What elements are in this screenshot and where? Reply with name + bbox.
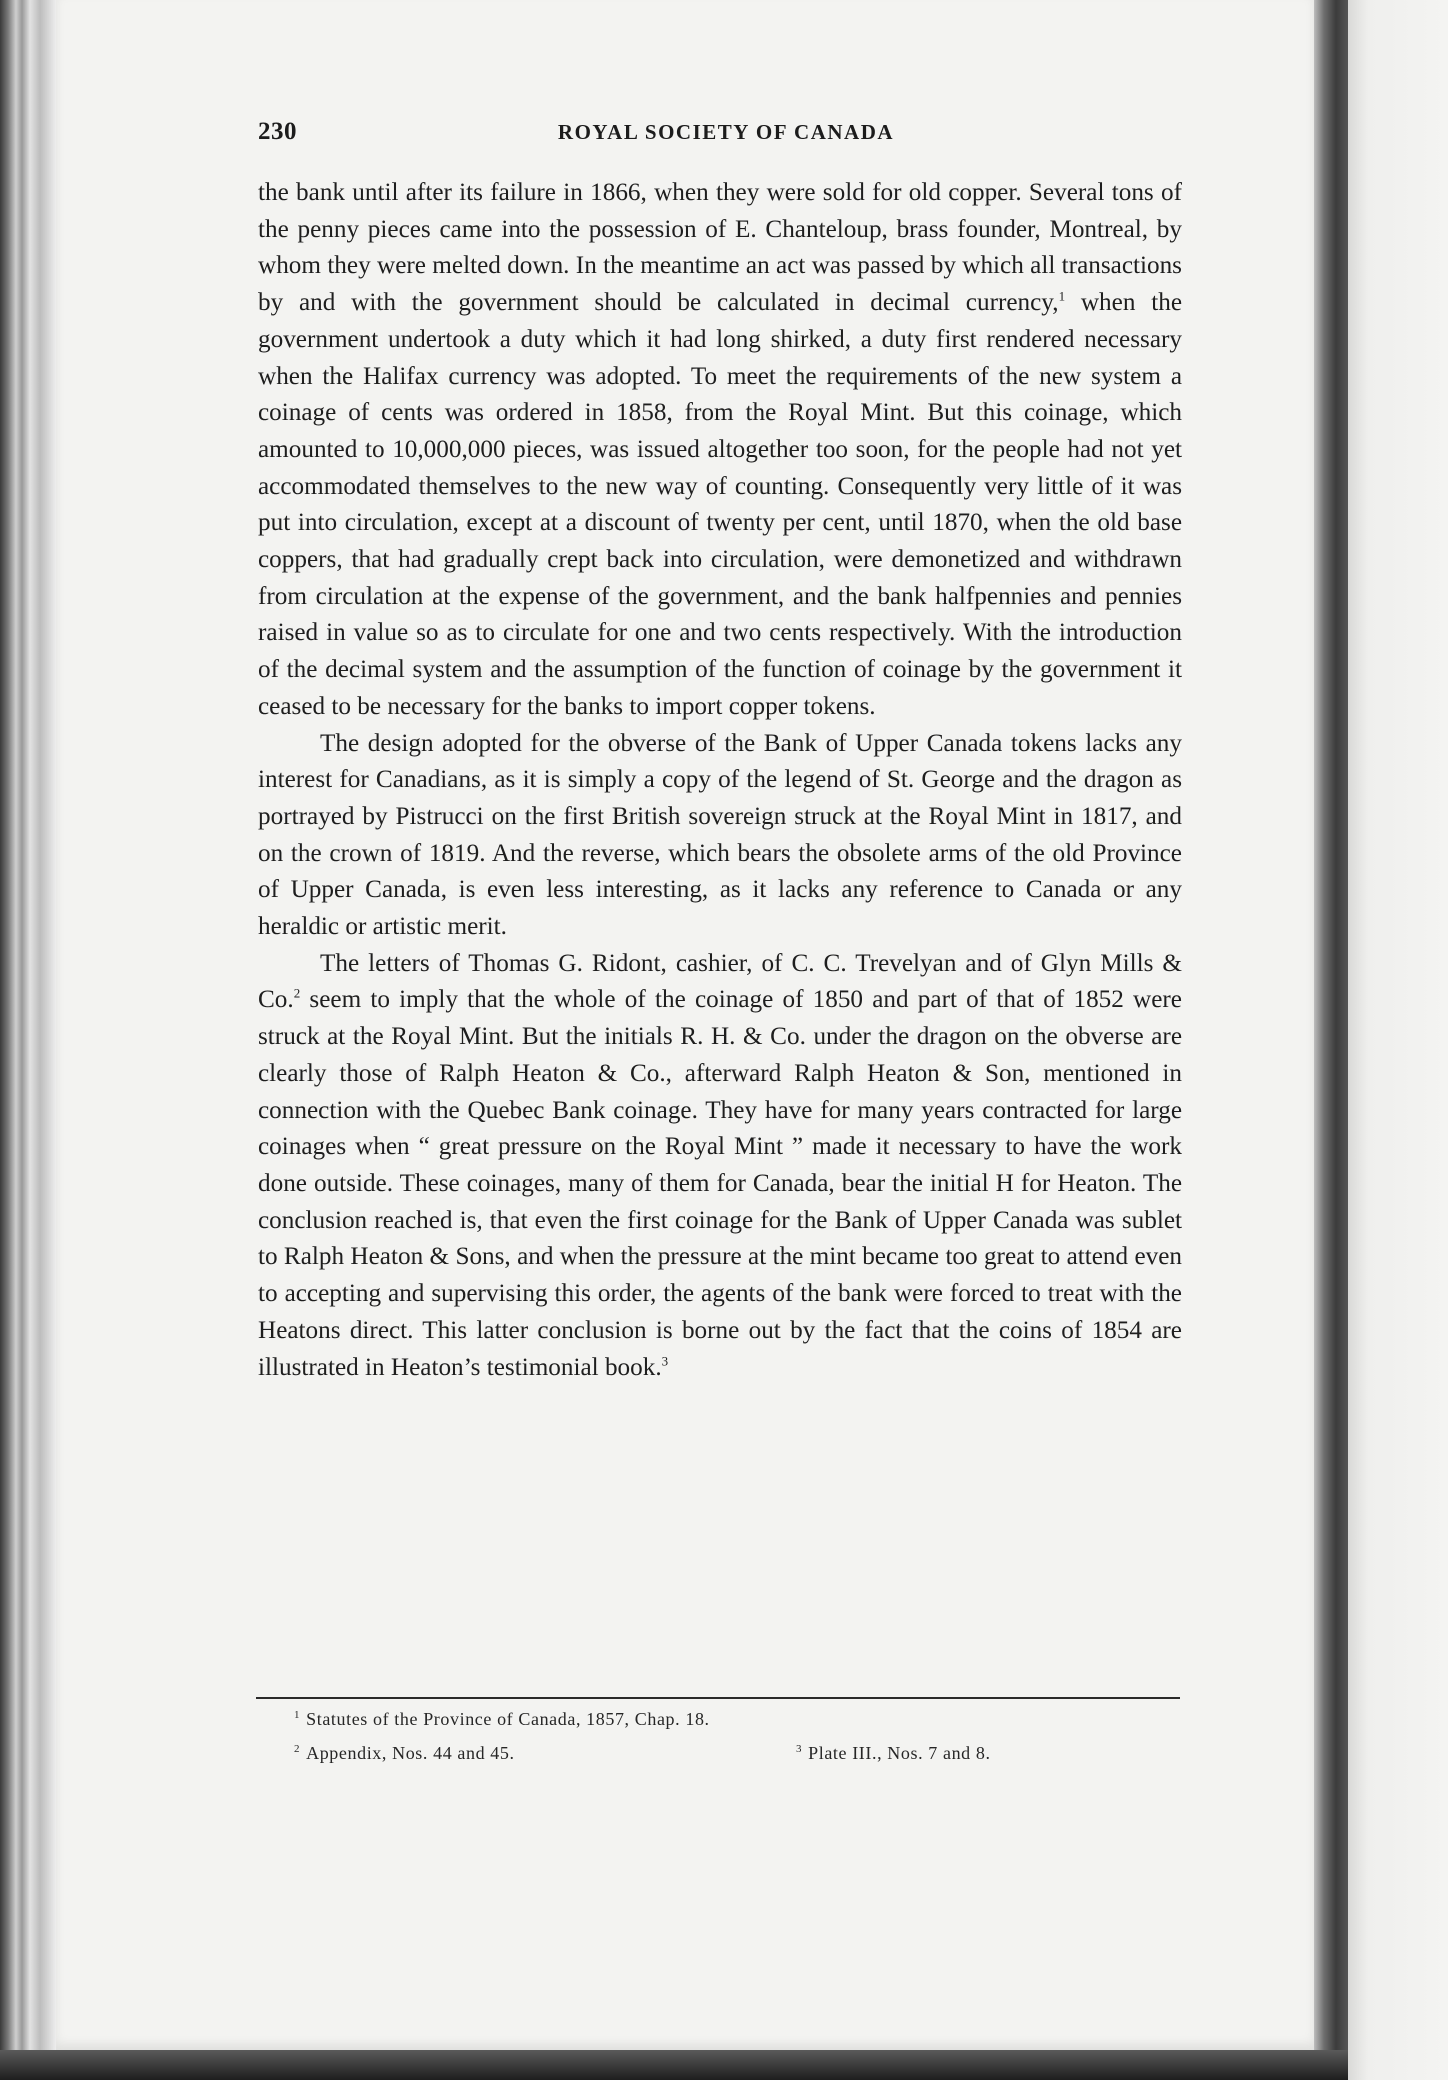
footnote-text: Statutes of the Province of Canada, 1857, Chap. 18. [306,1709,710,1729]
page-number: 230 [258,118,297,145]
paragraph-text: the bank until after its failure in 1866, when they were sold for old copper. Several tons of the penny pieces came into the possession of E. Chanteloup, brass founder, Montreal, by whom they were melted down. In the meantime an act was passed by which all transactions by and with the government should be calculated in decimal currency, [258,179,1182,317]
left-binding-edge [0,0,56,2080]
bottom-page-edge [0,2050,1348,2080]
footnote-3 [796,1736,991,1770]
footnote-2 [294,1736,515,1770]
footnote-text: Plate III., Nos. 7 and 8. [808,1743,991,1763]
facing-page-edge [1348,0,1448,2080]
footnote-reference: 2 [293,986,301,1002]
footnote-mark: 3 [796,1743,803,1755]
page-header [258,118,1182,154]
paragraph-text: when the government undertook a duty which it had long shirked, a duty first rendered necessary when the Halifax currency was adopted. To meet the requirements of the new system a coinage of cents was ordered in 1858, from the Royal Mint. But this coinage, which amounted to 10,000,000 pieces, was issued altogether too soon, for the people had not yet accommodated themselves to the new way of counting. Consequently very little of it was put into circulation, except at a discount of twenty per cent, until 1870, when the old base coppers, that had gradually crept back into circulation, were demonetized and withdrawn from circulation at the expense of the government, and the bank halfpennies and pennies raised in value so as to circulate for one and two cents respectively. With the introduction of the decimal system and the assumption of the function of coinage by the government it ceased to be necessary for the banks to import copper tokens. [258,289,1182,720]
paragraph [258,175,1182,726]
running-head: ROYAL SOCIETY OF CANADA [557,120,895,144]
paragraph [258,726,1182,946]
footnote-rule [256,1697,1180,1699]
footnote-reference: 1 [1058,288,1066,304]
paragraph [258,946,1182,1386]
paragraph-text: The letters of Thomas G. Ridont, cashier, of C. C. Trevelyan and of Glyn Mills & Co. [258,949,1182,1014]
footnote-mark: 2 [294,1743,301,1755]
paragraph-text: The design adopted for the obverse of the Bank of Upper Canada tokens lacks any interest for Canadians, as it is simply a copy of the legend of St. George and the dragon as portrayed by Pistrucci on the first British sovereign struck at the Royal Mint in 1817, and on the crown of 1819. And the reverse, which bears the obsolete arms of the old Province of Upper Canada, is even less interesting, as it lacks any reference to Canada or any heraldic or artistic merit. [258,729,1182,941]
body-text [258,175,1182,1386]
right-spine-edge [1314,0,1348,2080]
footnote-1 [294,1702,710,1736]
footnote-mark: 1 [294,1709,301,1721]
footnote-text: Appendix, Nos. 44 and 45. [306,1743,515,1763]
footnote-reference: 3 [661,1353,669,1369]
paragraph-text: seem to imply that the whole of the coinage of 1850 and part of that of 1852 were struck at the Royal Mint. But the initials R. H. & Co. under the dragon on the obverse are clearly those of Ralph Heaton & Co., afterward Ralph Heaton & Son, mentioned in connection with the Quebec Bank coinage. They have for many years contracted for large coinages when “ great pressure on the Royal Mint ” made it necessary to have the work done outside. These coinages, many of them for Canada, bear the initial H for Heaton. The conclusion reached is, that even the first coinage for the Bank of Upper Canada was sublet to Ralph Heaton & Sons, and when the pressure at the mint became too great to attend even to accepting and supervising this order, the agents of the bank were forced to treat with the Heatons direct. This latter conclusion is borne out by the fact that the coins of 1854 are illustrated in Heaton’s testimonial book. [258,986,1182,1381]
